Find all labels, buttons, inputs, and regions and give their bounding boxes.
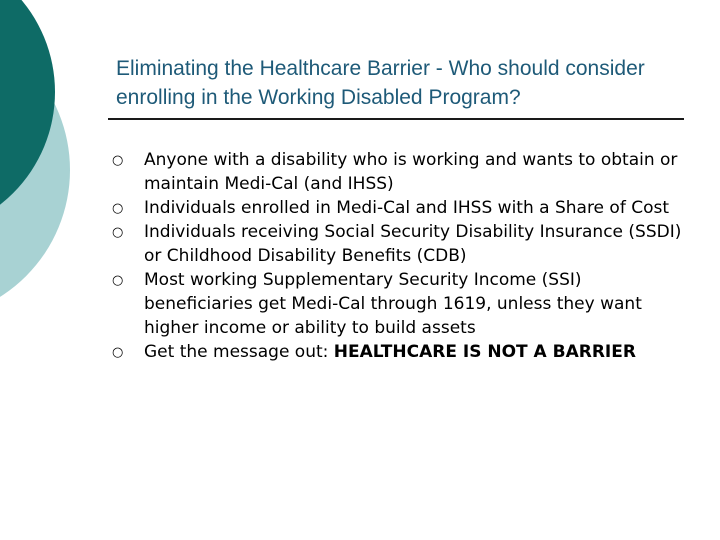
bullet-text: Individuals receiving Social Security Disability Insurance (SSDI) or Childhood Disability Benefits (CDB) [144,222,682,266]
bullet-text: Most working Supplementary Security Income (SSI) beneficiaries get Medi-Cal through 1619, unless they want higher income or ability to build assets [144,270,642,338]
title-divider [108,118,684,120]
slide-title: Eliminating the Healthcare Barrier - Who should consider enrolling in the Working Disabled Program? [116,57,645,109]
circle-bullet-icon: ○ [112,345,124,360]
bullet-text: Get the message out: [144,342,334,362]
circle-bullet-icon: ○ [112,201,124,216]
circle-bullet-icon: ○ [112,225,124,240]
bullet-item [112,148,684,196]
bullet-item [112,196,684,220]
bullet-emphasis: HEALTHCARE IS NOT A BARRIER [333,342,636,362]
circle-bullet-icon: ○ [112,153,124,168]
bullet-item [112,340,684,364]
bullet-list [112,148,684,364]
decorative-circles [0,0,80,300]
bullet-text: Individuals enrolled in Medi-Cal and IHSS with a Share of Cost [144,198,669,218]
bullet-text: Anyone with a disability who is working and wants to obtain or maintain Medi-Cal (and IHSS) [144,150,678,194]
circle-bullet-icon: ○ [112,273,124,288]
bullet-item [112,268,684,340]
bullet-item [112,220,684,268]
